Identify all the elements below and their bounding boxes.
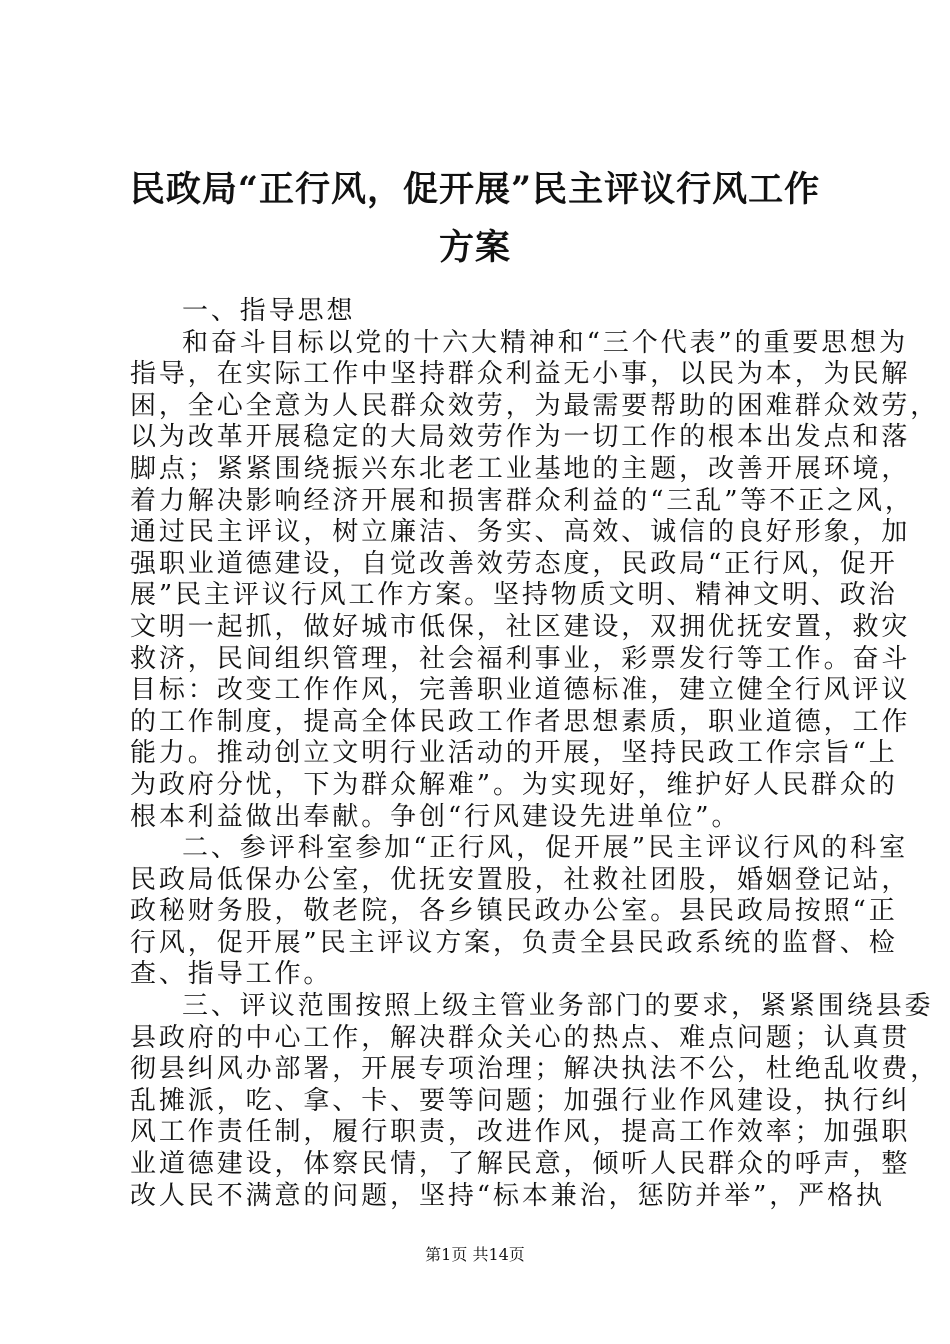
paragraph	[130, 327, 940, 834]
text-line: 三、评议范围按照上级主管业务部门的要求，紧紧围绕县委	[182, 991, 934, 1022]
document-title-line-1: 民政局“正行风，促开展”民主评议行风工作	[129, 169, 821, 210]
text-line: 文明一起抓，做好城市低保，社区建设，双拥优抚安置，救灾	[130, 611, 911, 642]
text-line: 政秘财务股，敬老院，各乡镇民政办公室。县民政局按照“正	[130, 896, 898, 927]
text-line: 目标：改变工作作风，完善职业道德标准，建立健全行风评议	[130, 675, 911, 706]
text-line: 行风，促开展”民主评议方案，负责全县民政系统的监督、检	[130, 927, 898, 958]
text-line: 风工作责任制，履行职责，改进作风，提高工作效率；加强职	[130, 1117, 911, 1148]
text-line: 通过民主评议，树立廉洁、务实、高效、诚信的良好形象，加	[130, 517, 911, 548]
text-line: 救济，民间组织管理，社会福利事业，彩票发行等工作。奋斗	[130, 643, 911, 674]
text-line: 以为改革开展稳定的大局效劳作为一切工作的根本出发点和落	[130, 422, 911, 453]
document-body	[130, 296, 940, 1212]
text-line: 的工作制度，提高全体民政工作者思想素质，职业道德，工作	[130, 706, 911, 737]
text-line: 强职业道德建设，自觉改善效劳态度，民政局“正行风，促开	[130, 548, 898, 579]
text-line: 根本利益做出奉献。争创“行风建设先进单位”。	[130, 801, 741, 832]
text-line: 查、指导工作。	[130, 959, 333, 990]
text-line: 脚点；紧紧围绕振兴东北老工业基地的主题，改善开展环境，	[130, 453, 911, 484]
text-line: 业道德建设，体察民情，了解民意，倾听人民群众的呼声，整	[130, 1149, 911, 1180]
text-line: 能力。推动创立文明行业活动的开展，坚持民政工作宗旨“上	[130, 738, 898, 769]
text-line: 和奋斗目标以党的十六大精神和“三个代表”的重要思想为	[182, 327, 908, 358]
text-line: 困，全心全意为人民群众效劳，为最需要帮助的困难群众效劳，	[130, 390, 940, 421]
text-line: 指导，在实际工作中坚持群众利益无小事，以民为本，为民解	[130, 359, 911, 390]
text-line: 为政府分忧，下为群众解难”。为实现好，维护好人民群众的	[130, 769, 898, 800]
section-heading	[130, 296, 842, 328]
text-line: 民政局低保办公室，优抚安置股，社救社团股，婚姻登记站，	[130, 864, 911, 895]
page-footer: 第1页 共14页	[425, 1245, 525, 1264]
text-line: 改人民不满意的问题，坚持“标本兼治，惩防并举”，严格执	[130, 1180, 885, 1211]
paragraph	[130, 991, 940, 1212]
text-line: 彻县纠风办部署，开展专项治理；解决执法不公，杜绝乱收费，	[130, 1054, 940, 1085]
document-title-line-2: 方案	[438, 227, 511, 268]
text-line: 展”民主评议行风工作方案。坚持物质文明、精神文明、政治	[130, 580, 898, 611]
text-line: 着力解决影响经济开展和损害群众利益的“三乱”等不正之风，	[130, 485, 914, 516]
text-line: 县政府的中心工作，解决群众关心的热点、难点问题；认真贯	[130, 1022, 911, 1053]
text-line: 一、指导思想	[182, 296, 356, 326]
text-line: 乱摊派，吃、拿、卡、要等问题；加强行业作风建设，执行纠	[130, 1085, 911, 1116]
text-line: 二、参评科室参加“正行风，促开展”民主评议行风的科室	[182, 833, 908, 864]
paragraph	[130, 833, 911, 991]
